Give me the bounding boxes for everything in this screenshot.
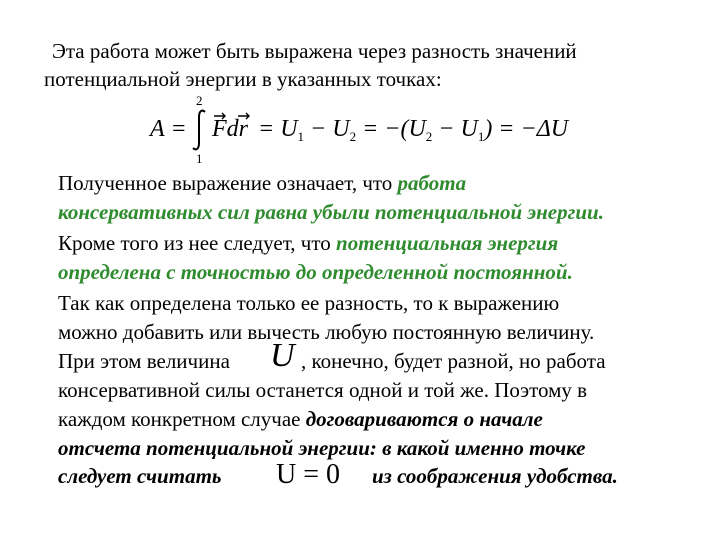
para-line-2: консервативных сил равна убыли потенциальной энергии. (58, 200, 604, 224)
formula-integrand: Fdr (212, 116, 248, 142)
intro-line-2: потенциальной энергии в указанных точках: (44, 67, 442, 91)
para-line-10: отсчета потенциальной энергии: в какой именно точке (58, 436, 586, 460)
formula-lhs: A (150, 116, 165, 142)
integral-upper-limit: 2 (196, 93, 203, 108)
integral-sign-icon (190, 108, 210, 152)
para-line-11: следует считать (58, 464, 222, 488)
formula-rhs: = $U_1 - U_2 = -(U_2 - U_1) = -\Delta U$ (258, 116, 569, 144)
formula-equals-1: = (172, 116, 186, 142)
highlight-work: работа (397, 171, 467, 195)
intro-line-1: Эта работа может быть выражена через разность значений (52, 39, 577, 63)
para-line-8: консервативной силы останется одной и той же. Поэтому в (58, 378, 588, 402)
para-line-5: Так как определена только ее разность, то к выражению (58, 291, 560, 315)
integral-lower-limit: 1 (196, 151, 203, 166)
para-line-7-rest: , конечно, будет разной, но работа (301, 349, 606, 373)
para-line-1: Полученное выражение означает, что работа (58, 171, 467, 195)
para-line-7: При этом величина (58, 349, 230, 373)
para-line-9: каждом конкретном случае договариваются о начале (58, 407, 543, 431)
symbol-U: U (270, 337, 295, 374)
para-line-4: определена с точностью до определенной постоянной. (58, 260, 573, 284)
work-potential-formula (150, 90, 590, 168)
para-line-3: Кроме того из нее следует, что потенциальная энергия (58, 231, 559, 255)
para-line-6: можно добавить или вычесть любую постоянную величину. (58, 320, 595, 344)
equation-U-equals-0: U = 0 (276, 459, 341, 490)
para-line-11-rest: из соображения удобства. (372, 464, 618, 488)
highlight-potential-energy: потенциальная энергия (336, 231, 559, 255)
